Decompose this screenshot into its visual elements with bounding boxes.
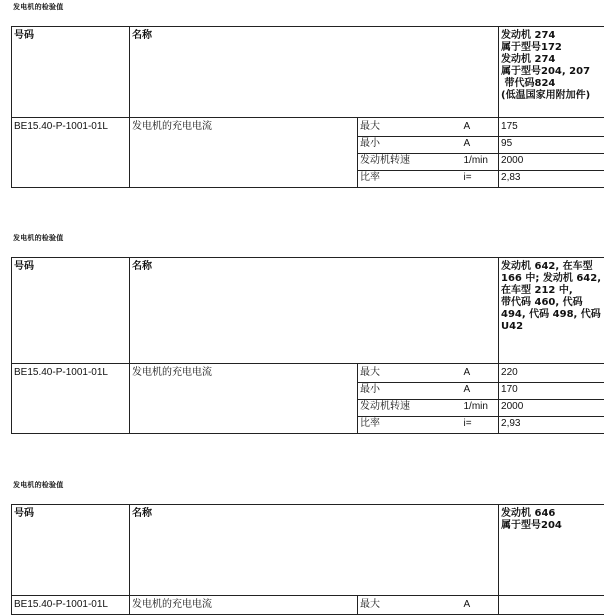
param-label: 发动机转速 (358, 400, 462, 417)
model-line: 属于型号204 (501, 520, 604, 532)
part-code: BE15.40-P-1001-01L (12, 118, 130, 188)
section-title: 发电机的检验值 (13, 480, 63, 490)
param-value: 175 (499, 118, 604, 137)
model-line: 发动机 646 (501, 508, 604, 520)
model-line: 494, 代码 498, 代码 (501, 309, 604, 321)
table-row (12, 364, 604, 383)
param-unit: 1/min (462, 154, 499, 171)
section-title: 发电机的检验值 (13, 2, 63, 12)
spec-table (11, 504, 604, 615)
model-line: 带代码 460, 代码 (501, 297, 604, 309)
param-label: 最小 (358, 383, 462, 400)
header-code: 号码 (12, 258, 130, 364)
model-line: 发动机 274 (501, 54, 604, 66)
header-name: 名称 (130, 27, 499, 118)
table-row (12, 118, 604, 137)
model-line: (低温国家用附加件) (501, 90, 604, 102)
model-applicability (499, 505, 604, 596)
param-label: 最大 (358, 596, 462, 615)
model-line: 在车型 212 中, (501, 285, 604, 297)
header-name: 名称 (130, 505, 499, 596)
param-label: 比率 (358, 171, 462, 188)
spec-table (11, 257, 604, 434)
param-value: 2000 (499, 154, 604, 171)
param-value: 95 (499, 137, 604, 154)
table-header-row (12, 27, 604, 118)
param-value (499, 596, 604, 615)
param-label: 比率 (358, 417, 462, 434)
param-unit: A (462, 596, 499, 615)
param-label: 最大 (358, 118, 462, 137)
table-header-row (12, 258, 604, 364)
param-unit: i= (462, 417, 499, 434)
param-unit: i= (462, 171, 499, 188)
param-value: 2,83 (499, 171, 604, 188)
model-line: 发动机 642, 在车型 (501, 261, 604, 273)
param-value: 2000 (499, 400, 604, 417)
param-label: 最小 (358, 137, 462, 154)
param-unit: A (462, 383, 499, 400)
param-label: 最大 (358, 364, 462, 383)
param-label: 发动机转速 (358, 154, 462, 171)
param-value: 170 (499, 383, 604, 400)
part-code: BE15.40-P-1001-01L (12, 364, 130, 434)
table-row (12, 596, 604, 615)
part-name: 发电机的充电电流 (130, 118, 358, 188)
spec-table (11, 26, 604, 188)
section-title: 发电机的检验值 (13, 233, 63, 243)
header-code: 号码 (12, 505, 130, 596)
param-value: 220 (499, 364, 604, 383)
part-code: BE15.40-P-1001-01L (12, 596, 130, 615)
model-applicability (499, 258, 604, 364)
table-header-row (12, 505, 604, 596)
param-unit: A (462, 118, 499, 137)
param-unit: A (462, 137, 499, 154)
model-applicability (499, 27, 604, 118)
model-line: 发动机 274 (501, 30, 604, 42)
part-name: 发电机的充电电流 (130, 364, 358, 434)
header-code: 号码 (12, 27, 130, 118)
model-line: 属于型号172 (501, 42, 604, 54)
model-line: U42 (501, 321, 604, 333)
model-line: 166 中; 发动机 642, (501, 273, 604, 285)
param-value: 2,93 (499, 417, 604, 434)
header-name: 名称 (130, 258, 499, 364)
model-line: 带代码824 (501, 78, 604, 90)
param-unit: A (462, 364, 499, 383)
part-name: 发电机的充电电流 (130, 596, 358, 615)
param-unit: 1/min (462, 400, 499, 417)
model-line: 属于型号204, 207 (501, 66, 604, 78)
